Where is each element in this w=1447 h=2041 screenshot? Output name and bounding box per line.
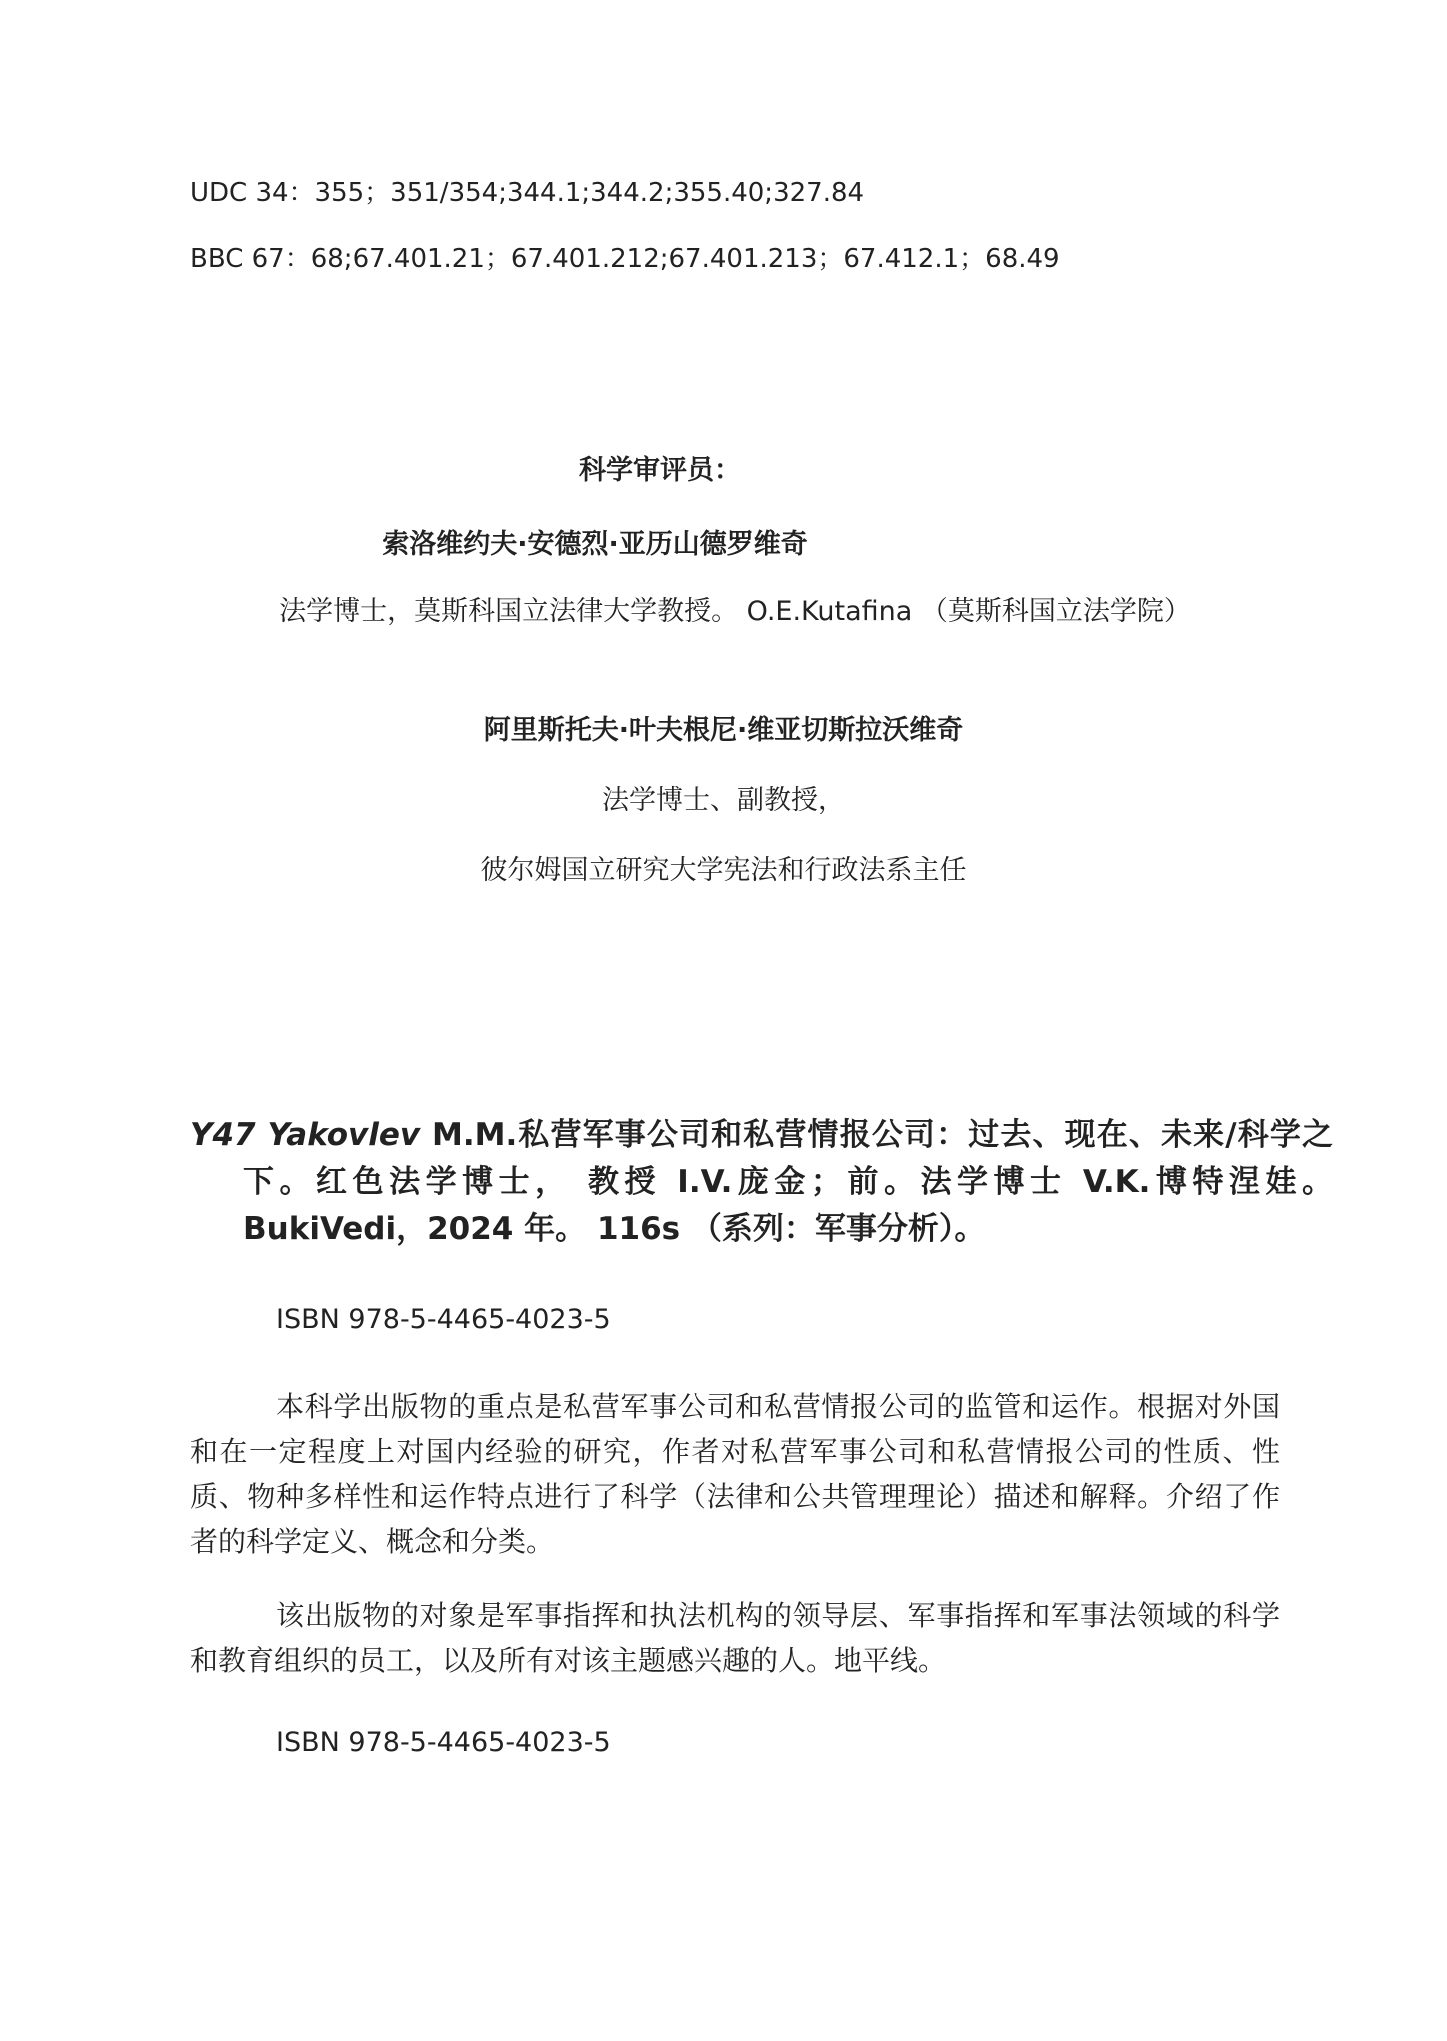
reviewer1-description: 法学博士，莫斯科国立法律大学教授。 O.E.Kutafina （莫斯科国立法学院） bbox=[279, 596, 1191, 627]
bibliographic-citation bbox=[190, 1112, 1333, 1253]
abstract-paragraph-1: 本科学出版物的重点是私营军事公司和私营情报公司的监管和运作。根据对外国和在一定程度上对国内经验的研究，作者对私营军事公司和私营情报公司的性质、性质、物种多样性和运作特点进行了科学（法律和公共管理理论）描述和解释。介绍了作者的科学定义、概念和分类。 bbox=[190, 1390, 1280, 1558]
reviewer1-name: 索洛维约夫·安德烈·亚历山德罗维奇 bbox=[382, 529, 808, 560]
citation-code: Y47 Yakovlev bbox=[190, 1117, 421, 1153]
isbn-top: ISBN 978-5-4465-4023-5 bbox=[276, 1304, 611, 1335]
isbn-bottom: ISBN 978-5-4465-4023-5 bbox=[276, 1727, 611, 1758]
bbc-classification: BBC 67：68;67.401.21；67.401.212;67.401.213；67.412.1；68.49 bbox=[190, 244, 1060, 274]
citation-text: M.M.私营军事公司和私营情报公司：过去、现在、未来/科学之下。红色法学博士， 教授 I.V.庞金；前。法学博士 V.K.博特涅娃。 BukiVedi，2024 年。 116s （系列：军事分析）。 bbox=[243, 1117, 1333, 1247]
reviewer2-degree: 法学博士、副教授， bbox=[602, 785, 845, 816]
udc-classification: UDC 34：355；351/354;344.1;344.2;355.40;327.84 bbox=[190, 178, 865, 208]
reviewer2-name: 阿里斯托夫·叶夫根尼·维亚切斯拉沃维奇 bbox=[483, 715, 964, 746]
reviewer2-position: 彼尔姆国立研究大学宪法和行政法系主任 bbox=[480, 855, 967, 886]
abstract-paragraph-2: 该出版物的对象是军事指挥和执法机构的领导层、军事指挥和军事法领域的科学和教育组织的员工，以及所有对该主题感兴趣的人。地平线。 bbox=[190, 1599, 1280, 1677]
reviewers-title: 科学审评员： bbox=[579, 455, 741, 486]
